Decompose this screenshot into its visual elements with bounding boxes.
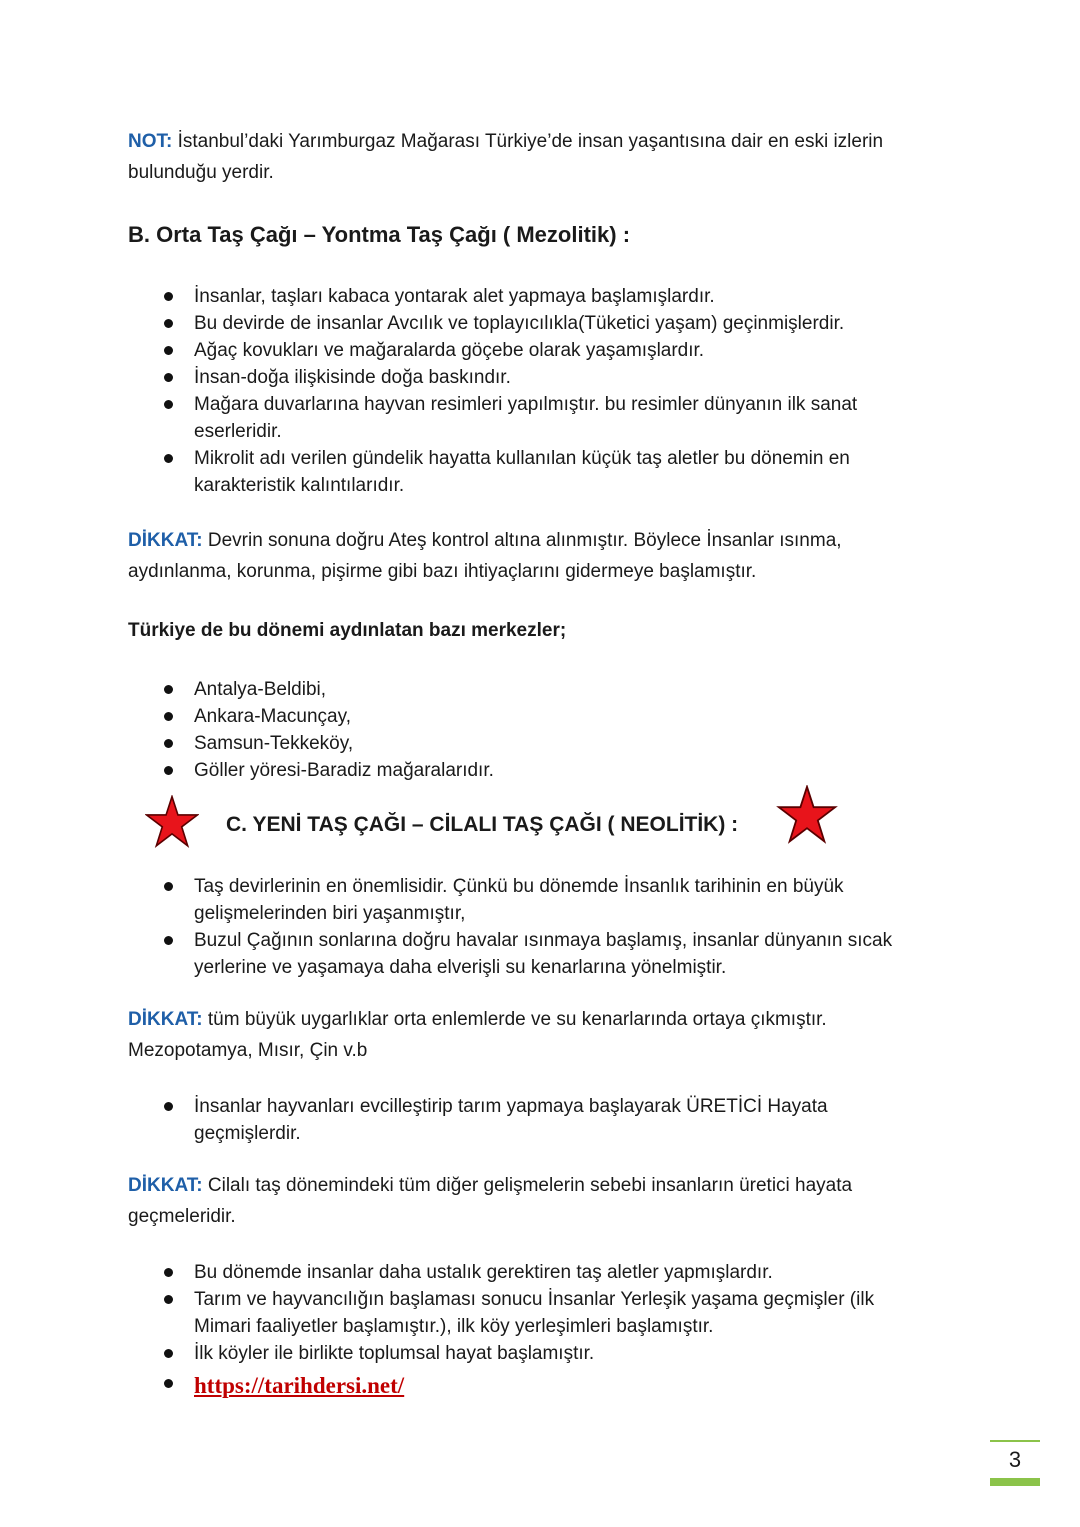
dikkat-label: DİKKAT: <box>128 530 203 551</box>
list-item: Mağara duvarlarına hayvan resimleri yapılmıştır. bu resimler dünyanın ilk sanat eserleridir. <box>128 391 918 445</box>
section-c-dikkat-2 <box>128 1170 928 1232</box>
page-number: 3 <box>1008 1447 1022 1472</box>
website-link[interactable]: https://tarihdersi.net/ <box>194 1373 405 1398</box>
list-item: İnsanlar hayvanları evcilleştirip tarım yapmaya başlayarak ÜRETİCİ Hayata geçmişlerdir. <box>128 1093 918 1147</box>
dikkat-text: tüm büyük uygarlıklar orta enlemlerde ve su kenarlarında ortaya çıkmıştır. Mezopotamya, Mısır, Çin v.b <box>128 1009 827 1061</box>
section-c-bullets-3 <box>128 1259 918 1367</box>
dikkat-text: Devrin sonuna doğru Ateş kontrol altına alınmıştır. Böylece İnsanlar ısınma, aydınlanma, korunma, pişirme gibi bazı ihtiyaçlarını gidermeye başlamıştır. <box>128 530 842 582</box>
list-item: İlk köyler ile birlikte toplumsal hayat başlamıştır. <box>128 1340 918 1367</box>
page-number-top-bar <box>990 1440 1040 1442</box>
list-item: İnsan-doğa ilişkisinde doğa baskındır. <box>128 364 918 391</box>
list-item: Antalya-Beldibi, <box>128 676 918 703</box>
list-item: Ankara-Macunçay, <box>128 703 918 730</box>
link-list <box>128 1370 918 1404</box>
list-item: İnsanlar, taşları kabaca yontarak alet yapmaya başlamışlardır. <box>128 283 918 310</box>
section-c-bullets-1 <box>128 873 918 981</box>
list-item: Mikrolit adı verilen gündelik hayatta kullanılan küçük taş aletler bu dönemin en karakteristik kalıntılarıdır. <box>128 445 918 499</box>
star-icon <box>145 795 199 849</box>
section-b-title: B. Orta Taş Çağı – Yontma Taş Çağı ( Mezolitik) : <box>128 222 631 247</box>
dikkat-label: DİKKAT: <box>128 1175 203 1196</box>
list-item: Samsun-Tekkeköy, <box>128 730 918 757</box>
section-c-title: C. YENİ TAŞ ÇAĞI – CİLALI TAŞ ÇAĞI ( NEOLİTİK) : <box>226 813 739 836</box>
page-number-bottom-bar <box>990 1478 1040 1486</box>
dikkat-label: DİKKAT: <box>128 1009 203 1030</box>
list-item: Buzul Çağının sonlarına doğru havalar ısınmaya başlamış, insanlar dünyanın sıcak yerlerine ve yaşamaya daha elverişli su kenarlarına yönelmiştir. <box>128 927 918 981</box>
note-paragraph <box>128 126 928 188</box>
section-c-dikkat-1 <box>128 1004 928 1066</box>
section-b-bullets <box>128 283 918 499</box>
list-item: Tarım ve hayvancılığın başlaması sonucu İnsanlar Yerleşik yaşama geçmişler (ilk Mimari faaliyetler başlamıştır.), ilk köy yerleşimleri başlamıştır. <box>128 1286 918 1340</box>
list-item: Göller yöresi-Baradiz mağaralarıdır. <box>128 757 918 784</box>
list-item: Bu devirde de insanlar Avcılık ve toplayıcılıkla(Tüketici yaşam) geçinmişlerdir. <box>128 310 918 337</box>
list-item: Taş devirlerinin en önemlisidir. Çünkü bu dönemde İnsanlık tarihinin en büyük gelişmelerinden biri yaşanmıştır, <box>128 873 918 927</box>
page-number-box <box>990 1440 1040 1486</box>
note-label: NOT: <box>128 131 173 152</box>
list-item: Ağaç kovukları ve mağaralarda göçebe olarak yaşamışlardır. <box>128 337 918 364</box>
dikkat-text: Cilalı taş dönemindeki tüm diğer gelişmelerin sebebi insanların üretici hayata geçmeleridir. <box>128 1175 853 1227</box>
note-text: İstanbul’daki Yarımburgaz Mağarası Türkiye’de insan yaşantısına dair en eski izlerin bulunduğu yerdir. <box>128 131 884 183</box>
centers-title: Türkiye de bu dönemi aydınlatan bazı merkezler; <box>128 620 567 641</box>
section-c-bullets-2 <box>128 1093 918 1147</box>
section-b-dikkat <box>128 525 928 587</box>
list-item: Bu dönemde insanlar daha ustalık gerektiren taş aletler yapmışlardır. <box>128 1259 918 1286</box>
star-icon <box>774 785 840 845</box>
list-item <box>128 1370 918 1404</box>
centers-list <box>128 676 918 784</box>
